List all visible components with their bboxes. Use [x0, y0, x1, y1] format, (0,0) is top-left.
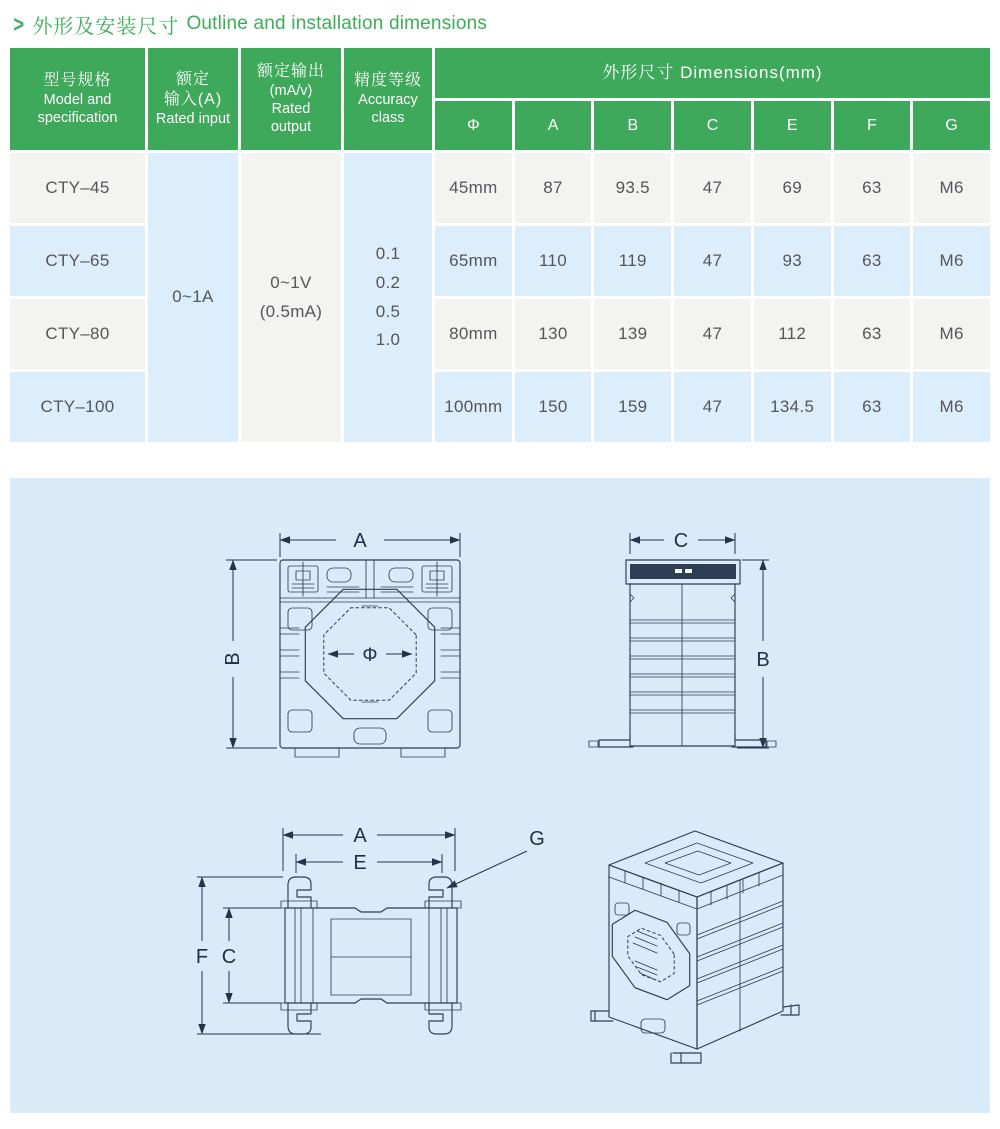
- cell-phi: 65mm: [435, 226, 512, 296]
- accuracy-value-1: 0.1: [375, 243, 401, 263]
- drawings-panel: [10, 478, 990, 1113]
- cell-g: M6: [913, 372, 990, 442]
- header-dimensions-label: 外形尺寸 Dimensions(mm): [602, 63, 823, 83]
- front-view-drawing: [195, 524, 485, 784]
- header-model-en1: Model and: [43, 91, 112, 108]
- header-col-b: B: [594, 101, 671, 150]
- header-rated-output: [241, 48, 341, 150]
- header-accuracy-en1: Accuracy: [358, 91, 418, 108]
- header-output-zh: 额定输出: [256, 62, 325, 80]
- cell-e: 93: [754, 226, 831, 296]
- cell-model-cty65: CTY–65: [10, 226, 145, 296]
- cell-b: 159: [594, 372, 671, 442]
- header-model: [10, 48, 145, 150]
- dim-label-C: C: [673, 530, 689, 552]
- cell-e: 112: [754, 299, 831, 369]
- cell-e: 69: [754, 153, 831, 223]
- bottom-view-drawing: [175, 813, 565, 1063]
- header-input-zh1: 额定: [175, 70, 210, 88]
- dim-label-B: B: [756, 649, 770, 671]
- rated-output-note: (0.5mA): [259, 301, 323, 321]
- cell-a: 110: [515, 226, 592, 296]
- dim-label-C2: C: [221, 946, 237, 968]
- cell-accuracy-class: [344, 153, 432, 442]
- cell-b: 139: [594, 299, 671, 369]
- isometric-view-drawing: [585, 815, 815, 1075]
- header-accuracy: [344, 48, 432, 150]
- cell-g: M6: [913, 299, 990, 369]
- header-dimensions: [435, 48, 990, 98]
- dim-label-G: G: [529, 828, 545, 850]
- accuracy-value-3: 0.5: [375, 301, 401, 321]
- cell-c: 47: [674, 299, 751, 369]
- cell-f: 63: [834, 226, 911, 296]
- accuracy-value-4: 1.0: [375, 330, 401, 350]
- cell-c: 47: [674, 372, 751, 442]
- cell-a: 150: [515, 372, 592, 442]
- header-col-f: F: [834, 101, 911, 150]
- header-model-zh: 型号规格: [43, 71, 112, 89]
- cell-rated-input: 0~1A: [148, 153, 238, 442]
- side-view-drawing: [585, 524, 795, 784]
- dim-label-E: E: [353, 852, 367, 874]
- cell-e: 134.5: [754, 372, 831, 442]
- cell-b: 119: [594, 226, 671, 296]
- section-title-zh: 外形及安装尺寸: [32, 15, 180, 38]
- header-col-a: A: [515, 101, 592, 150]
- cell-g: M6: [913, 226, 990, 296]
- header-col-e: E: [754, 101, 831, 150]
- cell-b: 93.5: [594, 153, 671, 223]
- header-output-en2: output: [270, 119, 312, 136]
- chevron-icon: >: [13, 10, 25, 37]
- cell-a: 87: [515, 153, 592, 223]
- header-col-c: C: [674, 101, 751, 150]
- dim-label-B: B: [222, 652, 244, 666]
- header-output-unit: (mA/v): [269, 82, 313, 99]
- cell-model-cty100: CTY–100: [10, 372, 145, 442]
- cell-rated-output: [241, 153, 341, 442]
- rated-output-value: 0~1V: [270, 272, 312, 292]
- header-col-phi: Φ: [435, 101, 512, 150]
- cell-model-cty45: CTY–45: [10, 153, 145, 223]
- header-rated-input: [148, 48, 238, 150]
- cell-a: 130: [515, 299, 592, 369]
- accuracy-value-2: 0.2: [375, 272, 401, 292]
- cell-g: M6: [913, 153, 990, 223]
- spec-table: [10, 48, 990, 442]
- cell-phi: 100mm: [435, 372, 512, 442]
- header-model-en2: specification: [37, 110, 118, 126]
- cell-c: 47: [674, 226, 751, 296]
- cell-f: 63: [834, 299, 911, 369]
- header-col-g: G: [913, 101, 990, 150]
- section-title-en: Outline and installation dimensions: [186, 13, 488, 34]
- cell-f: 63: [834, 153, 911, 223]
- header-output-en1: Rated: [271, 100, 311, 117]
- header-accuracy-zh: 精度等级: [353, 71, 422, 89]
- header-input-en: Rated input: [155, 110, 231, 127]
- dim-label-A: A: [353, 530, 367, 552]
- section-title: [12, 9, 487, 39]
- dim-label-F: F: [195, 946, 209, 968]
- dim-label-phi: Φ: [362, 645, 378, 666]
- cell-f: 63: [834, 372, 911, 442]
- dim-label-A: A: [353, 825, 367, 847]
- cell-c: 47: [674, 153, 751, 223]
- cell-phi: 45mm: [435, 153, 512, 223]
- header-input-zh2: 输入(A): [163, 90, 223, 108]
- header-accuracy-en2: class: [371, 110, 405, 126]
- cell-phi: 80mm: [435, 299, 512, 369]
- cell-model-cty80: CTY–80: [10, 299, 145, 369]
